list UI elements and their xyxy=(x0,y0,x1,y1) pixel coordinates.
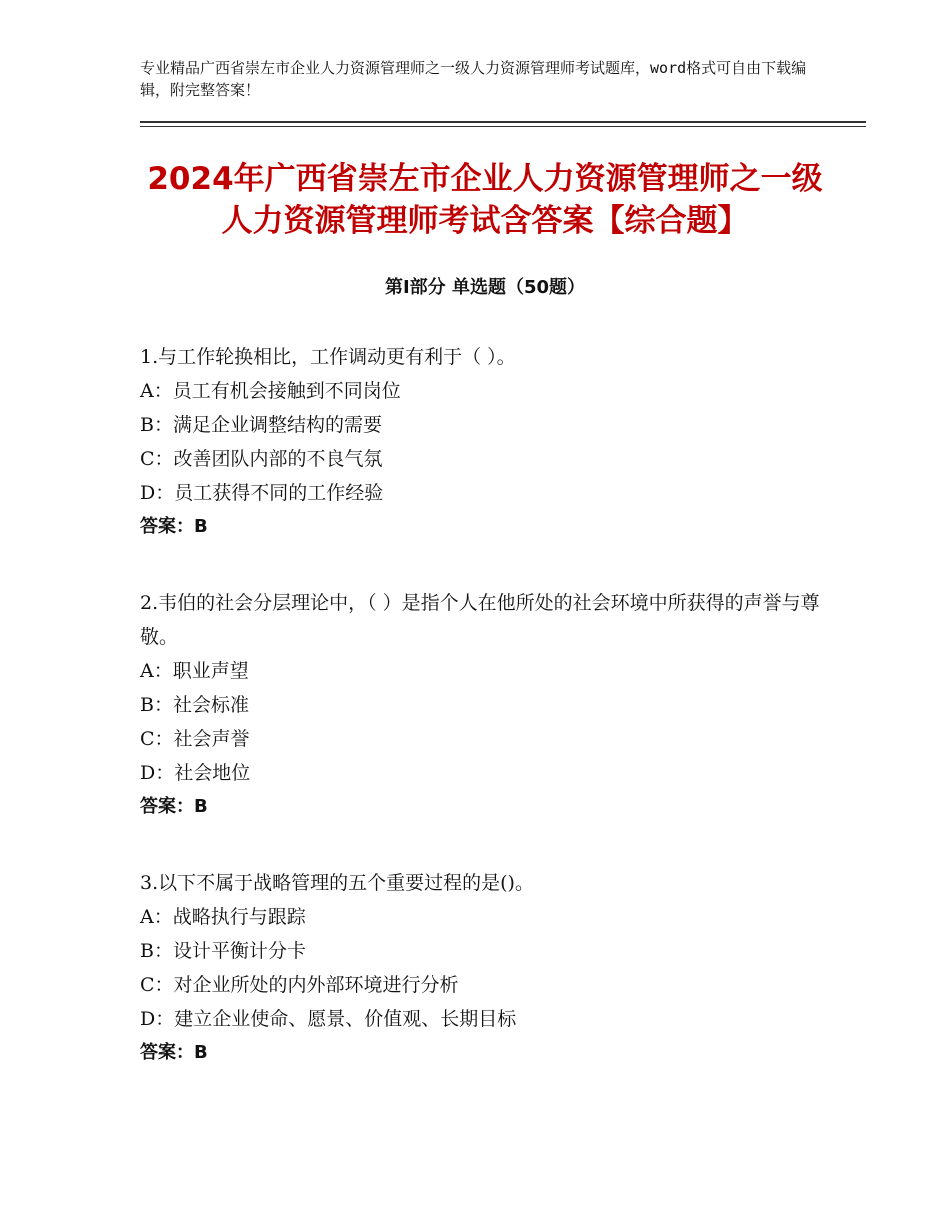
option-a: A：职业声望 xyxy=(140,660,249,682)
option-d: D：社会地位 xyxy=(140,762,251,784)
option-c: C：改善团队内部的不良气氛 xyxy=(140,448,383,470)
option-c: C：对企业所处的内外部环境进行分析 xyxy=(140,974,459,996)
option-b: B：满足企业调整结构的需要 xyxy=(140,414,382,436)
question-stem: 3.以下不属于战略管理的五个重要过程的是()。 xyxy=(140,872,534,894)
question-2 xyxy=(140,586,830,824)
header-divider-thin xyxy=(140,126,866,127)
answer: 答案：B xyxy=(140,516,208,537)
header-divider-thick xyxy=(140,121,866,123)
option-b: B：社会标准 xyxy=(140,694,249,716)
option-b: B：设计平衡计分卡 xyxy=(140,940,306,962)
option-a: A：战略执行与跟踪 xyxy=(140,906,306,928)
option-a: A：员工有机会接触到不同岗位 xyxy=(140,380,401,402)
question-list xyxy=(140,340,830,1112)
header-note: 专业精品广西省崇左市企业人力资源管理师之一级人力资源管理师考试题库，word格式可自由下载编辑，附完整答案！ xyxy=(140,59,807,99)
answer: 答案：B xyxy=(140,796,208,817)
answer: 答案：B xyxy=(140,1042,208,1063)
option-d: D：员工获得不同的工作经验 xyxy=(140,482,384,504)
document-title: 2024年广西省崇左市企业人力资源管理师之一级人力资源管理师考试含答案【综合题】 xyxy=(147,161,823,239)
option-c: C：社会声誉 xyxy=(140,728,250,750)
question-stem: 1.与工作轮换相比，工作调动更有利于（ ）。 xyxy=(140,346,516,368)
question-3 xyxy=(140,866,830,1070)
option-d: D：建立企业使命、愿景、价值观、长期目标 xyxy=(140,1008,517,1030)
question-stem: 2.韦伯的社会分层理论中，（ ）是指个人在他所处的社会环境中所获得的声誉与尊敬。 xyxy=(140,592,820,648)
question-1 xyxy=(140,340,830,544)
section-title: 第Ⅰ部分 单选题（50题） xyxy=(384,277,585,298)
